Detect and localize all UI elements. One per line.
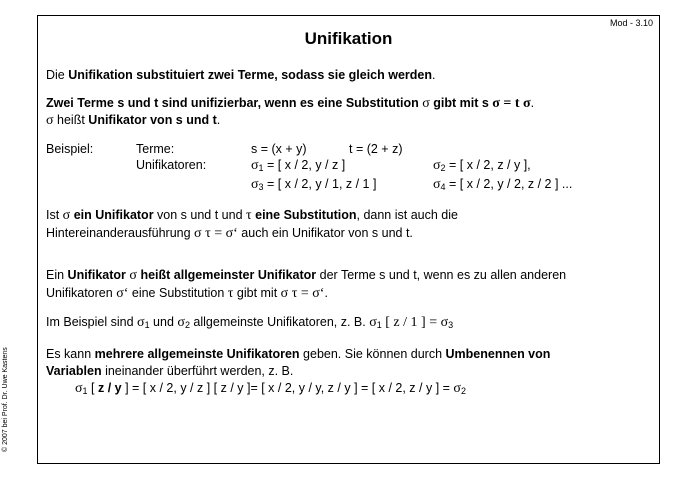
text: der Terme s und t, wenn es zu allen anderen [316, 268, 567, 282]
text: gibt mit [233, 286, 281, 300]
text: geben. Sie können durch [299, 347, 446, 361]
sigma-1-def [251, 158, 345, 174]
bold-text: mehrere allgemeinste Unifikatoren [94, 347, 300, 361]
bold-text: ein Unifikator [70, 208, 154, 222]
text: Es kann [46, 347, 95, 361]
slide-frame [37, 15, 660, 464]
bold-text: Variablen [46, 364, 102, 378]
text: [ [87, 381, 98, 395]
subscript: 1 [376, 320, 382, 330]
text: von s und t und [153, 208, 246, 222]
sigma-value: = [ x / 2, y / 2, z / 2 ] ... [445, 177, 573, 191]
sigma-symbol: σ [453, 381, 461, 396]
definition-bold: gibt mit s [429, 96, 493, 110]
subscript: 1 [258, 163, 264, 173]
text: auch ein Unifikator von s und t. [237, 226, 413, 240]
sigma-2-def [433, 158, 531, 174]
intro-end: . [432, 68, 436, 82]
sigma-symbol: σ [433, 177, 441, 192]
sigma-value: = [ x / 2, z / y ], [445, 158, 531, 172]
para3-line-2 [46, 286, 328, 302]
text: ineinander überführt werden, z. B. [101, 364, 294, 378]
page-title: Unifikation [304, 29, 393, 48]
slide-number: Mod - 3.10 [609, 18, 653, 28]
text: Unifikatoren [46, 286, 117, 300]
subscript: 4 [440, 182, 446, 192]
para2-line-1 [46, 208, 458, 224]
sigma-symbol: σ [251, 158, 259, 173]
para4-line [46, 315, 453, 331]
bold-text: Unifikator [67, 268, 126, 282]
para5-line-1 [46, 347, 550, 361]
term-s: s = (x + y) [251, 142, 307, 156]
tau-symbol: τ [227, 286, 234, 301]
text: Ein [46, 268, 68, 282]
copyright-note: © 2007 bei Prof. Dr. Uwe Kastens [2, 347, 9, 452]
para5-line-2 [46, 364, 293, 378]
text: eine Substitution [128, 286, 228, 300]
definition-end: . [530, 96, 535, 110]
definition-line-2 [46, 113, 220, 129]
subscript: 1 [144, 320, 150, 330]
equation: σ τ = σ‘ [194, 226, 238, 241]
sigma-symbol: σ [125, 268, 141, 283]
example-label: Beispiel: [46, 142, 94, 156]
text: und [149, 315, 178, 329]
definition-line-1 [46, 96, 534, 112]
sigma-value: = [ x / 2, y / 1, z / 1 ] [263, 177, 377, 191]
bold-text: heißt allgemeinster Unifikator [140, 268, 317, 282]
equation: σ τ = σ‘ [280, 286, 325, 301]
text: . [324, 286, 328, 300]
sigma-4-def [433, 177, 572, 193]
terms-label: Terme: [136, 142, 175, 156]
subscript: 2 [440, 163, 446, 173]
sigma-symbol: σ [137, 315, 145, 330]
definition-equation: σ = t σ [492, 96, 531, 111]
sigma-symbol: σ [440, 315, 449, 330]
definition-bold: Zwei Terme s und t sind unifizierbar, wenn es eine Substitution [46, 96, 423, 110]
subscript: 3 [258, 182, 264, 192]
sigma-symbol: σ [369, 315, 377, 330]
term-t: t = (2 + z) [349, 142, 403, 156]
sigma-symbol: σ [433, 158, 441, 173]
text: ] = [ x / 2, y / z ] [ z / y ]= [ x / 2, y / y, z / y ] = [ x / 2, z / y ] = [121, 381, 454, 395]
sigma-symbol: σ‘ [116, 286, 129, 301]
intro-text: Die [46, 68, 69, 82]
para5-line-3 [75, 381, 466, 397]
bold-text: z / y [97, 381, 122, 395]
sigma-value: = [ x / 2, y / z ] [263, 158, 346, 172]
sigma-symbol: σ [422, 96, 430, 111]
sigma-symbol: σ [62, 208, 71, 223]
subscript: 2 [460, 386, 466, 396]
subscript: 2 [184, 320, 190, 330]
subscript: 1 [82, 386, 88, 396]
sigma-symbol: σ [46, 113, 54, 128]
definition-text: heißt [53, 113, 89, 127]
sigma-symbol: σ [251, 177, 259, 192]
tau-symbol: τ [246, 208, 252, 223]
sigma-symbol: σ [75, 381, 83, 396]
unifiers-label: Unifikatoren: [136, 158, 207, 172]
text: Ist [46, 208, 63, 222]
sigma-3-def [251, 177, 376, 193]
definition-end: . [216, 113, 221, 127]
bold-text: Umbenennen von [445, 347, 551, 361]
subscript: 3 [448, 320, 454, 330]
equation: [ z / 1 ] = [381, 315, 441, 330]
text: , dann ist auch die [356, 208, 458, 222]
para3-line-1 [46, 268, 566, 284]
definition-bold: Unifikator von s und t [88, 113, 217, 127]
sigma-symbol: σ [177, 315, 185, 330]
intro-line [46, 68, 435, 82]
intro-bold: Unifikation substituiert zwei Terme, sodass sie gleich werden [68, 68, 432, 82]
bold-text: eine Substitution [251, 208, 357, 222]
text: allgemeinste Unifikatoren, z. B. [189, 315, 370, 329]
para2-line-2 [46, 226, 413, 242]
text: Hintereinanderausführung [46, 226, 195, 240]
text: Im Beispiel sind [46, 315, 138, 329]
